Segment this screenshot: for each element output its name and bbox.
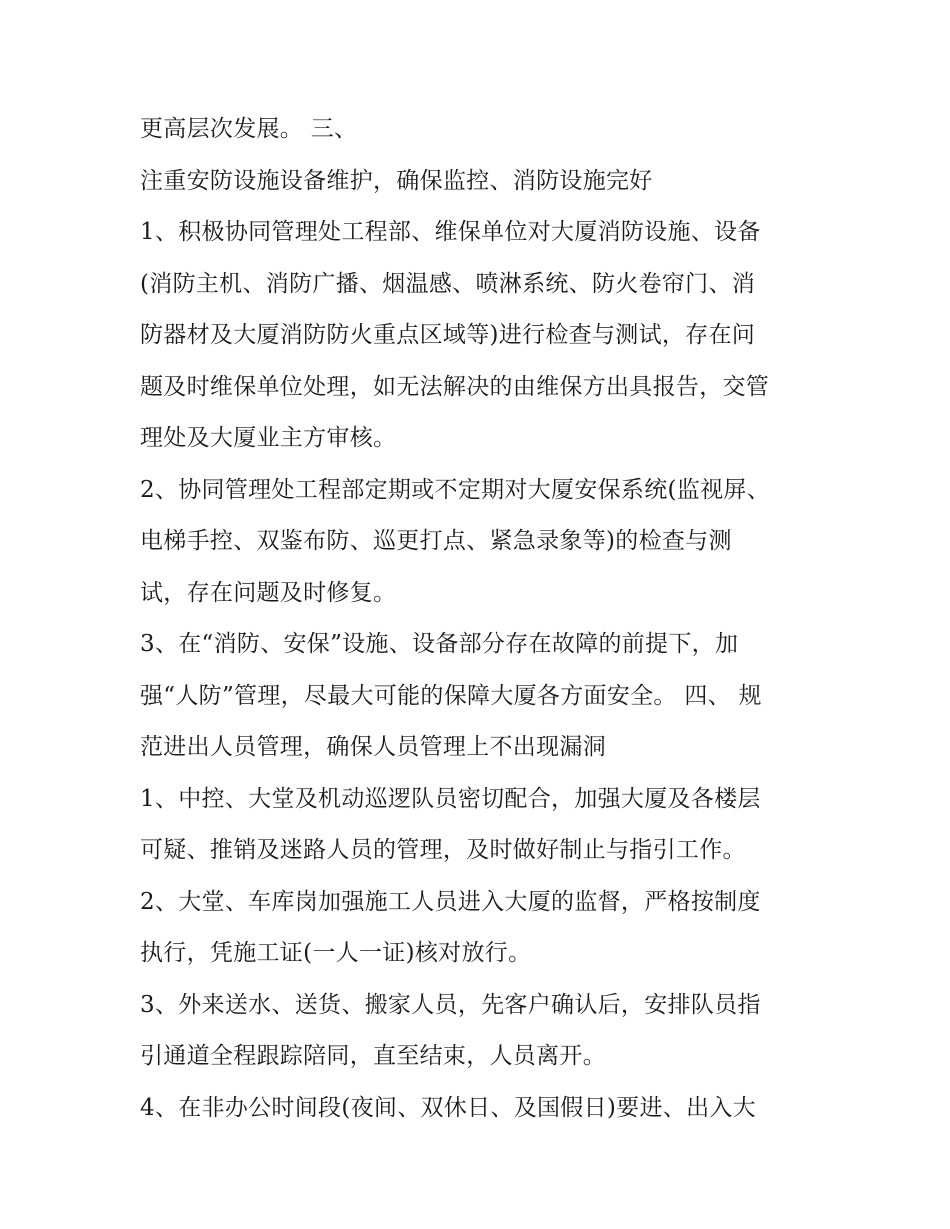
text-line: 范进出人员管理，确保人员管理上不出现漏洞 xyxy=(140,734,606,760)
text-line: 题及时维保单位处理，如无法解决的由维保方出具报告，交管 xyxy=(140,373,770,400)
text-line: (消防主机、消防广播、烟温感、喷淋系统、防火卷帘门、消 xyxy=(140,270,756,297)
text-line: 1、中控、大堂及机动巡逻队员密切配合，加强大厦及各楼层 xyxy=(140,785,761,812)
text-line: 注重安防设施设备维护，确保监控、消防设施完好 xyxy=(140,167,653,194)
text-line: 电梯手控、双鉴布防、巡更打点、紧急录象等)的检查与测 xyxy=(140,528,732,554)
text-line: 理处及大厦业主方审核。 xyxy=(140,425,397,451)
text-line: 执行，凭施工证(一人一证)核对放行。 xyxy=(140,940,532,966)
text-line: 3、在“消防、安保”设施、设备部分存在故障的前提下，加 xyxy=(140,631,739,657)
text-line: 4、在非办公时间段(夜间、双休日、及国假日)要进、出入大 xyxy=(140,1094,756,1121)
text-line: 引通道全程跟踪陪同，直至结束，人员离开。 xyxy=(140,1043,606,1069)
text-line: 可疑、推销及迷路人员的管理，及时做好制止与指引工作。 xyxy=(140,837,746,863)
text-line: 试，存在问题及时修复。 xyxy=(140,579,397,606)
text-line: 3、外来送水、送货、搬家人员，先客户确认后，安排队员指 xyxy=(140,991,761,1018)
text-line: 2、大堂、车库岗加强施工人员进入大厦的监督，严格按制度 xyxy=(140,888,761,915)
text-line: 强“人防”管理，尽最大可能的保障大厦各方面安全。 四、 规 xyxy=(140,682,762,709)
text-line: 更高层次发展。 三、 xyxy=(140,116,358,142)
text-line: 防器材及大厦消防防火重点区域等)进行检查与测试，存在问 xyxy=(140,322,756,348)
document-body xyxy=(140,104,820,1134)
text-line: 1、积极协同管理处工程部、维保单位对大厦消防设施、设备 xyxy=(140,219,761,245)
text-line: 2、协同管理处工程部定期或不定期对大厦安保系统(监视屏、 xyxy=(140,476,771,503)
